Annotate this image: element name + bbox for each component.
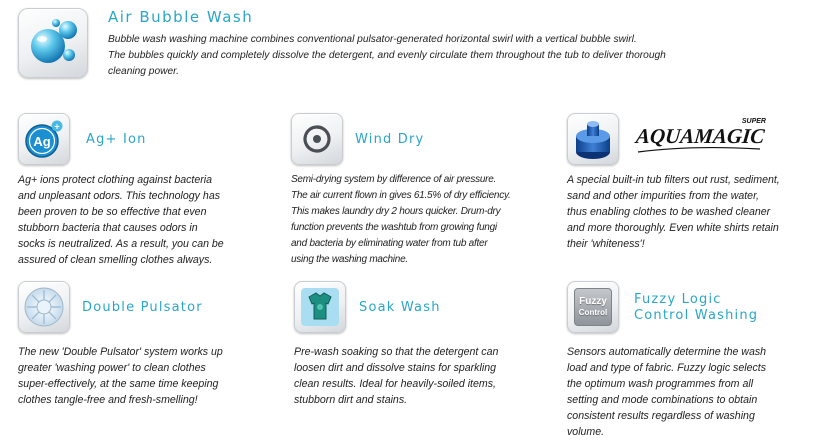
aquamagic-description <box>567 172 817 252</box>
pulsator-icon <box>22 285 66 329</box>
fuzzy-logic-title <box>634 292 758 324</box>
description-line: load and type of fabric. Fuzzy logic selects <box>567 362 767 374</box>
aquamagic-logo <box>632 118 772 158</box>
description-line: the optimum wash programmes from all <box>567 378 754 390</box>
description-line: The new 'Double Pulsator' system works up <box>18 346 223 358</box>
ag-ion-description <box>18 172 262 268</box>
soak-wash-description <box>294 344 544 408</box>
logo-swoosh-icon <box>632 118 772 158</box>
description-line: sand and other impurities from the water, <box>567 190 759 202</box>
double-pulsator-description <box>18 344 262 408</box>
description-line: greater 'washing power' to clean clothes <box>18 362 206 374</box>
control-icon-text: Control <box>578 308 608 317</box>
wind-swirl-icon <box>297 119 337 159</box>
svg-text:+: + <box>54 121 60 132</box>
description-line: and unpleasant odors. This technology has <box>18 190 221 202</box>
description-line: volume. <box>567 426 605 438</box>
wind-dry-icon-box <box>291 113 343 165</box>
description-line: Semi-drying system by difference of air pressure. <box>291 174 497 185</box>
ag-ion-icon <box>22 117 66 161</box>
wind-dry-title: Wind Dry <box>355 132 425 147</box>
filter-cap-icon <box>570 116 616 162</box>
description-line: socks is neutralized. As a result, you can be <box>18 238 224 250</box>
air-bubble-wash-description <box>108 32 818 80</box>
soak-wash-icon-box <box>294 281 346 333</box>
description-line: This makes laundry dry 2 hours quicker. Drum-dry <box>291 206 501 217</box>
aquamagic-logo-super: SUPER <box>741 118 766 125</box>
description-line: been proven to be so effective that even <box>18 206 207 218</box>
fuzzy-logic-title-line: Control Washing <box>634 308 759 323</box>
description-line: their 'whiteness'! <box>567 238 645 250</box>
fuzzy-logic-icon-box <box>567 281 619 333</box>
air-bubble-icon-box <box>18 8 88 78</box>
description-line: The bubbles quickly and completely dissolve the detergent, and evenly circulate them throughout the tub to deliver thorough <box>108 50 666 61</box>
description-line: using the washing machine. <box>291 254 408 265</box>
description-line: thus enabling clothes to be washed cleaner <box>567 206 771 218</box>
description-line: and bacteria by eliminating water from tub after <box>291 238 488 249</box>
description-line: assured of clean smelling clothes always. <box>18 254 213 266</box>
soak-wash-title: Soak Wash <box>359 300 441 315</box>
double-pulsator-title: Double Pulsator <box>82 300 203 315</box>
ag-ion-icon-box <box>18 113 70 165</box>
description-line: stubborn bacteria that causes odors in <box>18 222 198 234</box>
soak-shirt-icon <box>298 285 342 329</box>
description-line: function prevents the washtub from growing fungi <box>291 222 497 233</box>
description-line: setting and mode combinations to obtain <box>567 394 758 406</box>
description-line: A special built-in tub filters out rust, sediment, <box>567 174 780 186</box>
description-line: The air current flown in gives 61.5% of dry efficiency. <box>291 190 511 201</box>
description-line: super-effectively, at the same time keeping <box>18 378 219 390</box>
fuzzy-logic-description <box>567 344 817 440</box>
air-bubble-wash-title: Air Bubble Wash <box>108 8 254 26</box>
description-line: and more thoroughly. Even white shirts retain <box>567 222 779 234</box>
aquamagic-logo-word: AQUAMAGIC <box>634 124 766 148</box>
description-line: consistent results regardless of washing <box>567 410 755 422</box>
ag-icon-text: Ag <box>33 134 51 149</box>
description-line: clothes tangle-free and fresh-smelling! <box>18 394 198 406</box>
description-line: Pre-wash soaking so that the detergent can <box>294 346 499 358</box>
description-line: Bubble wash washing machine combines conventional pulsator-generated horizontal swirl with a vertical bubble swirl. <box>108 34 637 45</box>
description-line: loosen dirt and dissolve stains for sparkling <box>294 362 496 374</box>
description-line: stubborn dirt and stains. <box>294 394 408 406</box>
bubbles-icon <box>23 13 83 73</box>
wind-dry-description <box>291 172 553 268</box>
double-pulsator-icon-box <box>18 281 70 333</box>
aquamagic-icon-box <box>567 113 619 165</box>
description-line: clean results. Ideal for heavily-soiled items, <box>294 378 496 390</box>
ag-ion-title: Ag+ Ion <box>86 132 147 147</box>
description-line: Ag+ ions protect clothing against bacteria <box>18 174 213 186</box>
description-line: Sensors automatically determine the wash <box>567 346 767 358</box>
fuzzy-logic-title-line: Fuzzy Logic <box>634 292 722 307</box>
fuzzy-icon-text: Fuzzy <box>579 296 607 307</box>
description-line: cleaning power. <box>108 66 179 77</box>
fuzzy-control-icon <box>574 288 612 326</box>
